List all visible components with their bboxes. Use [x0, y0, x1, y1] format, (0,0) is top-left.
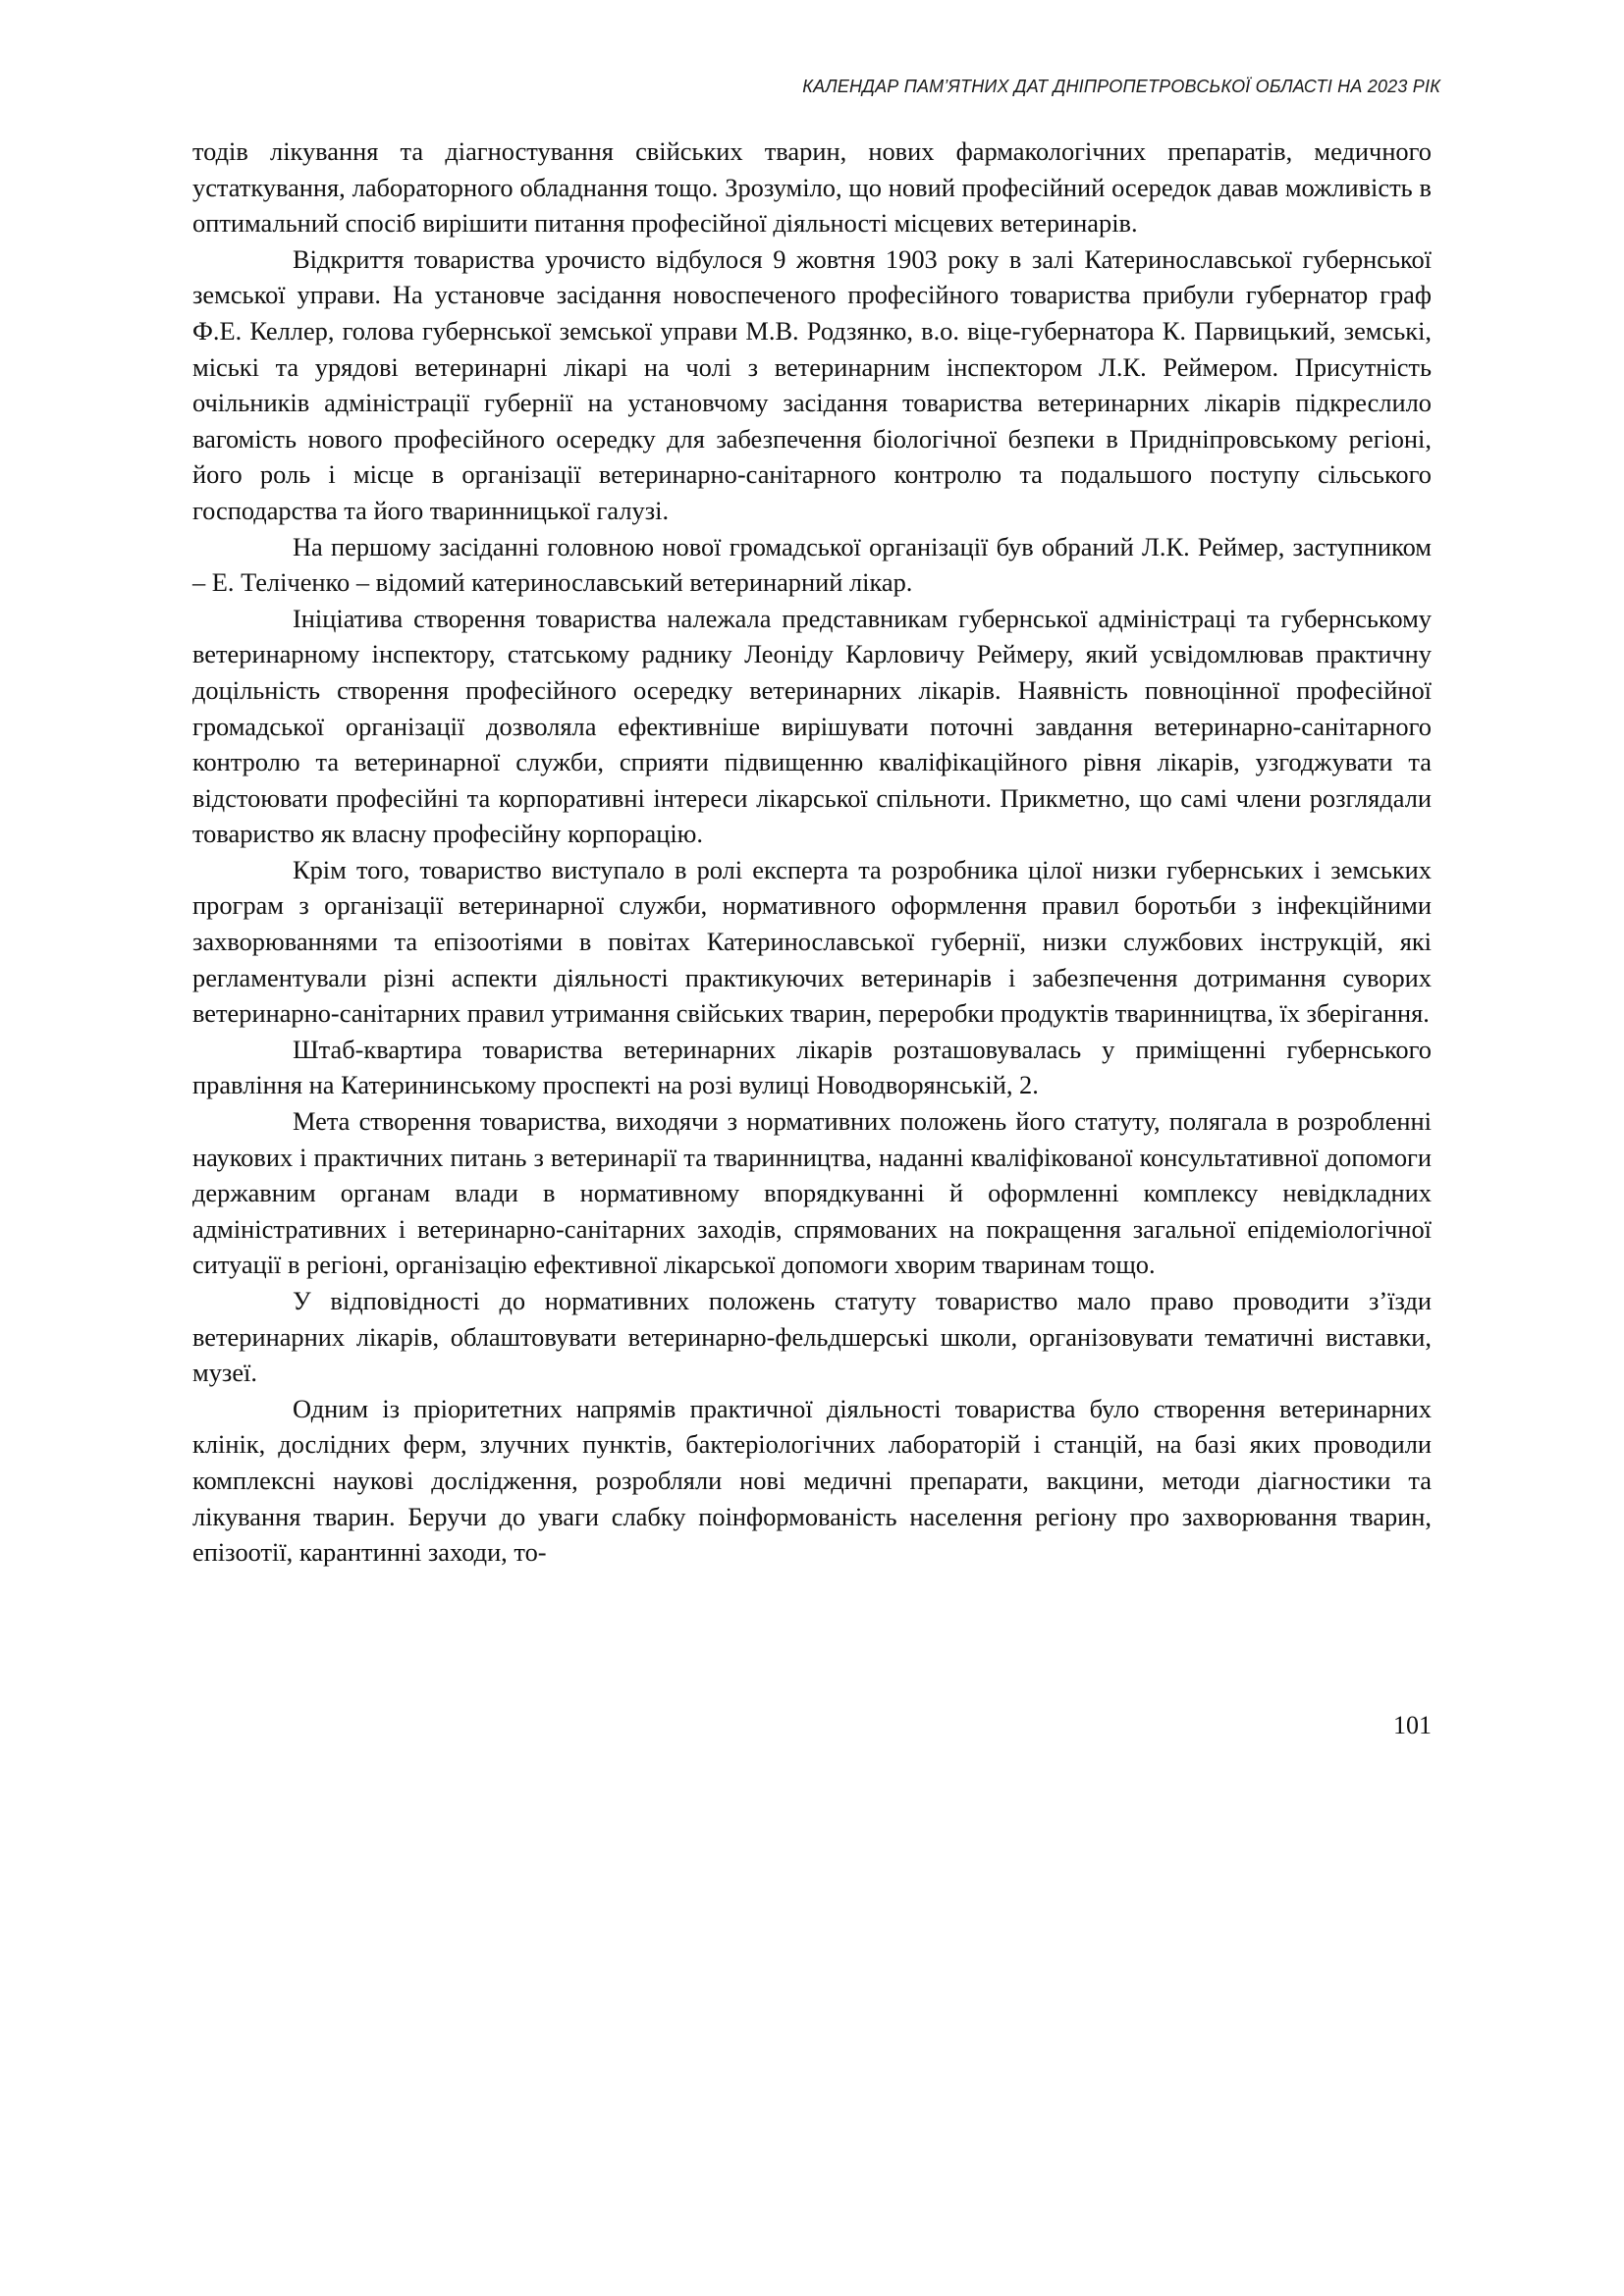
paragraph: тодів лікування та діагностування свійських тварин, нових фармакологічних препаратів, медичного устаткування, лабораторного обладнання тощо. Зрозуміло, що новий професійний осередок давав можливість в оптимальний спосіб вирішити питання професійної діяльності місцевих ветеринарів. — [192, 136, 1432, 239]
paragraph: Крім того, товариство виступало в ролі експерта та розробника цілої низки губернських і земських програм з організації ветеринарної служби, нормативного оформлення правил боротьби з інфекційними захворюваннями та епізоотіями в повітах Катеринославської губернії, низки службових інструкцій, які регламентували різні аспекти діяльності практикуючих ветеринарів і забезпечення дотримання суворих ветеринарно-санітарних правил утримання свійських тварин, переробки продуктів тваринництва, їх зберігання. — [192, 854, 1432, 1029]
page-number: 101 — [1393, 1711, 1432, 1739]
paragraph: Відкриття товариства урочисто відбулося 9 жовтня 1903 року в залі Катеринославської губернської земської управи. На установче засідання новоспеченого професійного товариства прибули губернатор граф Ф.Е. Келлер, голова губернської земської управи М.В. Родзянко, в.о. віце-губернатора К. Парвицький, земські, міські та урядові ветеринарні лікарі на чолі з ветеринарним інспектором Л.К. Реймером. Присутність очільників адміністрації губернії на установчому засідання товариства ветеринарних лікарів підкреслило вагомість нового професійного осередку для забезпечення біологічної безпеки в Придніпровському регіоні, його роль і місце в організації ветеринарно-санітарного контролю та подальшого поступу сільського господарства та його тваринницької галузі. — [192, 243, 1432, 525]
body-text — [192, 133, 1432, 1571]
paragraph: Одним із пріоритетних напрямів практичної діяльності товариства було створення ветеринарних клінік, дослідних ферм, злучних пунктів, бактеріологічних лабораторій і станцій, на базі яких проводили комплексні наукові дослідження, розробляли нові медичні препарати, вакцини, методи діагностики та лікування тварин. Беручи до уваги слабку поінформованість населення регіону про захворювання тварин, епізоотії, карантинні заходи, то- — [192, 1393, 1432, 1568]
paragraph: Штаб-квартира товариства ветеринарних лікарів розташовувалась у приміщенні губернського правління на Катерининському проспекті на розі вулиці Новодворянській, 2. — [192, 1034, 1432, 1100]
paragraph: На першому засіданні головною нової громадської організації був обраний Л.К. Реймер, заступником – Е. Теліченко – відомий катеринославський ветеринарний лікар. — [192, 531, 1432, 598]
paragraph: У відповідності до нормативних положень статуту товариство мало право проводити з’їзди ветеринарних лікарів, облаштовувати ветеринарно-фельдшерські школи, організовувати тематичні виставки, музеї. — [192, 1286, 1432, 1388]
paragraph: Ініціатива створення товариства належала представникам губернської адміністраці та губернському ветеринарному інспектору, статському раднику Леоніду Карловичу Реймеру, який усвідомлював практичну доцільність створення професійного осередку ветеринарних лікарів. Наявність повноцінної професійної громадської організації дозволяла ефективніше вирішувати поточні завдання ветеринарно-санітарного контролю та ветеринарної служби, сприяти підвищенню кваліфікаційного рівня лікарів, узгоджувати та відстоювати професійні та корпоративні інтереси лікарської спільноти. Прикметно, що самі члени розглядали товариство як власну професійну корпорацію. — [192, 603, 1432, 849]
paragraph: Мета створення товариства, виходячи з нормативних положень його статуту, полягала в розробленні наукових і практичних питань з ветеринарії та тваринництва, наданні кваліфікованої консультативної допомоги державним органам влади в нормативному впорядкуванні й оформленні комплексу невідкладних адміністративних і ветеринарно-санітарних заходів, спрямованих на покращення загальної епідеміологічної ситуації в регіоні, організацію ефективної лікарської допомоги хворим тваринам тощо. — [192, 1106, 1432, 1280]
running-header: КАЛЕНДАР ПАМ’ЯТНИХ ДАТ ДНІПРОПЕТРОВСЬКОЇ ОБЛАСТІ НА 2023 РІК — [802, 77, 1440, 96]
